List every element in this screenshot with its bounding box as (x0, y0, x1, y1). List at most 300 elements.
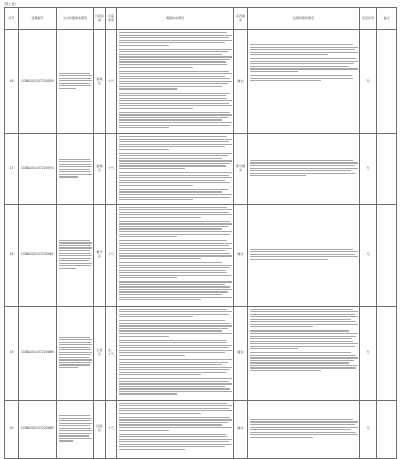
text-line (250, 357, 358, 358)
text-line (250, 256, 358, 257)
text-line (59, 253, 92, 254)
text-line (119, 289, 232, 290)
verified-status: 属实 (234, 400, 248, 458)
text-line (59, 347, 90, 348)
text-line (250, 319, 352, 320)
accountability-status: 无 (360, 400, 377, 458)
text-line (250, 165, 356, 166)
text-line (250, 58, 357, 59)
text-line (59, 362, 92, 363)
text-line (119, 403, 227, 404)
investigation-findings (117, 204, 234, 306)
pollution-type: 水、大气 (106, 306, 117, 400)
text-line (119, 446, 225, 447)
accountability-status: 无 (360, 30, 377, 134)
text-line (119, 309, 227, 310)
col-header-type: 污染类型 (106, 8, 117, 30)
text-line (250, 309, 354, 310)
text-line (119, 275, 232, 276)
text-line (59, 344, 92, 345)
text-line (119, 141, 230, 142)
text-line (119, 430, 170, 431)
text-line (250, 348, 299, 349)
text-line (250, 49, 356, 50)
text-line (250, 343, 358, 344)
text-line (119, 408, 230, 409)
note-cell (377, 400, 397, 458)
text-line (250, 421, 358, 422)
text-line (59, 367, 78, 368)
text-line (59, 265, 92, 266)
text-line (250, 336, 357, 337)
text-line (119, 231, 232, 232)
text-line (119, 59, 231, 60)
text-line (119, 267, 231, 268)
text-line (59, 83, 90, 84)
text-line (119, 217, 201, 218)
verified-status: 属实 (234, 30, 248, 134)
text-line (119, 236, 178, 237)
row-number: 18 (5, 204, 19, 306)
text-line (250, 160, 354, 161)
case-id: D3BA202107230065 (19, 400, 57, 458)
text-line (59, 255, 92, 256)
text-line (119, 427, 232, 428)
case-id: D3BA202107230066 (19, 306, 57, 400)
text-line (119, 417, 231, 418)
text-line (250, 419, 354, 420)
text-line (119, 294, 223, 295)
text-line (250, 249, 354, 250)
col-header-findings: 调查核实情况 (117, 8, 234, 30)
text-line (119, 291, 229, 292)
text-line (119, 42, 225, 43)
text-line (250, 259, 329, 260)
text-line (119, 35, 232, 36)
text-line (119, 98, 227, 99)
text-line (250, 61, 358, 62)
continued-note: （续上表） (2, 2, 18, 6)
text-line (119, 311, 232, 312)
text-line (119, 374, 201, 375)
text-line (59, 420, 91, 421)
investigation-findings (117, 306, 234, 400)
row-number: 20 (5, 400, 19, 458)
text-line (59, 425, 90, 426)
text-line (59, 352, 92, 353)
district: 赛罕区 (94, 204, 106, 306)
complaint-summary (57, 204, 94, 306)
text-line (119, 316, 194, 317)
text-line (119, 253, 231, 254)
text-line (59, 240, 91, 241)
verified-status: 属实 (234, 306, 248, 400)
verified-status: 属实 (234, 204, 248, 306)
text-line (119, 163, 231, 164)
text-line (119, 108, 194, 109)
text-line (119, 189, 229, 190)
text-line (119, 270, 226, 271)
text-line (59, 337, 91, 338)
case-id: D3BA202107230059 (19, 30, 57, 134)
note-cell (377, 30, 397, 134)
text-line (119, 78, 231, 79)
text-line (119, 248, 232, 249)
text-line (250, 424, 356, 425)
text-line (119, 100, 232, 101)
text-line (59, 415, 91, 416)
complaint-summary (57, 30, 94, 134)
header-row (5, 8, 397, 30)
accountability-status: 无 (360, 306, 377, 400)
text-line (119, 67, 194, 68)
text-line (119, 76, 225, 77)
text-line (119, 439, 232, 440)
text-line (59, 428, 92, 429)
pollution-type: 大气 (106, 204, 117, 306)
text-line (119, 228, 223, 229)
text-line (119, 383, 232, 384)
text-line (59, 80, 92, 81)
text-line (250, 254, 356, 255)
text-line (119, 172, 232, 173)
text-line (119, 51, 229, 52)
text-line (119, 272, 227, 273)
row-number: 19 (5, 306, 19, 400)
text-line (59, 423, 92, 424)
text-line (119, 320, 225, 321)
text-line (119, 342, 227, 343)
text-line (119, 350, 232, 351)
text-line (119, 209, 232, 210)
text-line (59, 354, 91, 355)
col-header-handling: 处理和整改情况 (248, 8, 360, 30)
text-line (119, 284, 225, 285)
text-line (119, 95, 226, 96)
text-line (119, 367, 232, 368)
text-line (250, 352, 352, 353)
complaint-handling-table (4, 7, 397, 459)
text-line (250, 367, 357, 368)
text-line (250, 78, 354, 79)
text-line (59, 430, 92, 431)
text-line (59, 339, 92, 340)
text-line (119, 105, 232, 106)
text-line (119, 372, 226, 373)
text-line (119, 71, 230, 72)
col-header-accountability: 是否问责 (360, 8, 377, 30)
text-line (119, 56, 232, 57)
investigation-findings (117, 400, 234, 458)
pollution-type: 大气 (106, 30, 117, 134)
text-line (119, 165, 226, 166)
text-line (59, 242, 92, 243)
table-row (5, 30, 397, 134)
text-line (119, 243, 232, 244)
text-line (119, 369, 231, 370)
text-line (119, 449, 186, 450)
text-line (119, 386, 225, 387)
text-line (119, 328, 229, 329)
text-line (119, 54, 223, 55)
text-line (59, 364, 90, 365)
table-row (5, 306, 397, 400)
text-line (119, 286, 231, 287)
text-line (59, 85, 92, 86)
text-line (119, 422, 229, 423)
text-line (250, 341, 354, 342)
col-header-case-id: 受理编号 (19, 8, 57, 30)
text-line (119, 330, 223, 331)
text-line (250, 44, 354, 45)
handling-measures (248, 30, 360, 134)
investigation-findings (117, 30, 234, 134)
handling-measures (248, 400, 360, 458)
text-line (119, 64, 227, 65)
text-line (250, 175, 306, 176)
text-line (119, 153, 232, 154)
text-line (119, 340, 226, 341)
col-header-verified: 是否属实 (234, 8, 248, 30)
text-line (250, 66, 349, 67)
text-line (250, 330, 349, 331)
text-line (119, 122, 232, 123)
text-line (119, 73, 232, 74)
text-line (119, 444, 232, 445)
text-line (59, 176, 78, 177)
text-line (59, 161, 92, 162)
text-line (59, 258, 91, 259)
text-line (250, 427, 358, 428)
text-line (250, 338, 353, 339)
col-header-item: 交办问题基本情况 (57, 8, 94, 30)
text-line (250, 324, 358, 325)
text-line (59, 438, 92, 439)
text-line (59, 418, 92, 419)
text-line (119, 182, 231, 183)
pollution-type: 大气 (106, 134, 117, 205)
text-line (119, 424, 223, 425)
text-line (59, 78, 91, 79)
text-line (250, 170, 352, 171)
text-line (59, 75, 92, 76)
handling-measures (248, 204, 360, 306)
text-line (250, 52, 358, 53)
text-line (119, 139, 232, 140)
text-line (119, 185, 194, 186)
text-line (119, 127, 170, 128)
text-line (119, 281, 232, 282)
text-line (119, 255, 232, 256)
row-number: 17 (5, 134, 19, 205)
text-line (59, 440, 74, 441)
text-line (119, 40, 232, 41)
text-line (119, 114, 232, 115)
text-line (59, 164, 91, 165)
text-line (250, 346, 356, 347)
complaint-summary (57, 306, 94, 400)
text-line (250, 47, 358, 48)
text-line (250, 333, 358, 334)
text-line (119, 364, 223, 365)
text-line (119, 355, 186, 356)
text-line (119, 125, 231, 126)
district: 新城区 (94, 30, 106, 134)
text-line (119, 117, 229, 118)
text-line (59, 245, 91, 246)
text-line (250, 71, 299, 72)
text-line (250, 54, 329, 55)
text-line (119, 37, 230, 38)
note-cell (377, 204, 397, 306)
text-line (119, 191, 223, 192)
text-line (59, 263, 92, 264)
text-line (119, 86, 223, 87)
text-line (119, 144, 232, 145)
text-line (119, 336, 170, 337)
col-header-note: 备注 (377, 8, 397, 30)
text-line (119, 158, 223, 159)
text-line (119, 323, 231, 324)
verified-status: 部分属实 (234, 134, 248, 205)
case-id: D3BA202107230074 (19, 134, 57, 205)
text-line (250, 360, 355, 361)
text-line (59, 250, 90, 251)
text-line (119, 419, 232, 420)
district: 回民区 (94, 400, 106, 458)
complaint-summary (57, 134, 94, 205)
text-line (250, 311, 358, 312)
row-number: 16 (5, 30, 19, 134)
text-line (119, 297, 232, 298)
text-line (119, 226, 229, 227)
text-line (119, 234, 231, 235)
text-line (119, 61, 226, 62)
text-line (119, 83, 229, 84)
text-line (119, 93, 231, 94)
text-line (250, 370, 321, 371)
handling-measures (248, 306, 360, 400)
text-line (59, 435, 89, 436)
text-line (59, 159, 91, 160)
text-line (119, 149, 170, 150)
text-line (59, 174, 92, 175)
col-header-district: 行政区域 (94, 8, 106, 30)
handling-measures (248, 134, 360, 205)
text-line (119, 45, 170, 46)
text-line (119, 155, 229, 156)
text-line (119, 277, 178, 278)
text-line (119, 388, 231, 389)
text-line (59, 169, 90, 170)
text-line (250, 68, 358, 69)
text-line (59, 73, 91, 74)
text-line (59, 357, 89, 358)
text-line (250, 251, 358, 252)
text-line (119, 240, 227, 241)
complaint-summary (57, 400, 94, 458)
text-line (119, 381, 230, 382)
text-line (119, 197, 231, 198)
text-line (119, 262, 223, 263)
text-line (119, 136, 227, 137)
text-line (59, 166, 92, 167)
text-line (59, 88, 76, 89)
accountability-status: 无 (360, 134, 377, 205)
text-line (250, 168, 358, 169)
text-line (119, 413, 201, 414)
col-header-no: 序号 (5, 8, 19, 30)
text-line (119, 345, 232, 346)
text-line (59, 247, 92, 248)
text-line (119, 49, 232, 50)
text-line (119, 299, 201, 300)
text-line (59, 349, 92, 350)
text-line (59, 359, 92, 360)
investigation-findings (117, 134, 234, 205)
text-line (119, 405, 232, 406)
text-line (250, 314, 356, 315)
text-line (250, 434, 358, 435)
text-line (119, 199, 194, 200)
text-line (250, 437, 314, 438)
text-line (119, 119, 223, 120)
text-line (119, 359, 232, 360)
text-line (119, 378, 232, 379)
text-line (119, 325, 232, 326)
accountability-status: 无 (360, 204, 377, 306)
table-row (5, 134, 397, 205)
text-line (250, 75, 353, 76)
text-line (250, 326, 314, 327)
text-line (119, 175, 230, 176)
note-cell (377, 306, 397, 400)
text-line (250, 429, 352, 430)
text-line (59, 433, 91, 434)
text-line (119, 112, 231, 113)
table-row (5, 204, 397, 306)
text-line (119, 221, 231, 222)
case-id: D3BA202107230061 (19, 204, 57, 306)
text-line (119, 314, 230, 315)
text-line (59, 260, 89, 261)
text-line (119, 393, 178, 394)
text-line (119, 223, 232, 224)
text-line (119, 436, 227, 437)
text-line (119, 177, 232, 178)
text-line (119, 180, 225, 181)
text-line (119, 214, 232, 215)
text-line (119, 81, 232, 82)
pollution-type: 大气 (106, 400, 117, 458)
text-line (119, 32, 227, 33)
text-line (250, 365, 358, 366)
text-line (250, 432, 357, 433)
table-row (5, 400, 397, 458)
text-line (119, 434, 226, 435)
text-line (119, 347, 230, 348)
text-line (119, 362, 229, 363)
text-line (119, 212, 230, 213)
text-line (250, 316, 358, 317)
text-line (119, 160, 232, 161)
text-line (119, 245, 230, 246)
text-line (119, 207, 227, 208)
text-line (119, 352, 225, 353)
text-line (250, 362, 349, 363)
text-line (119, 258, 201, 259)
text-line (119, 146, 225, 147)
